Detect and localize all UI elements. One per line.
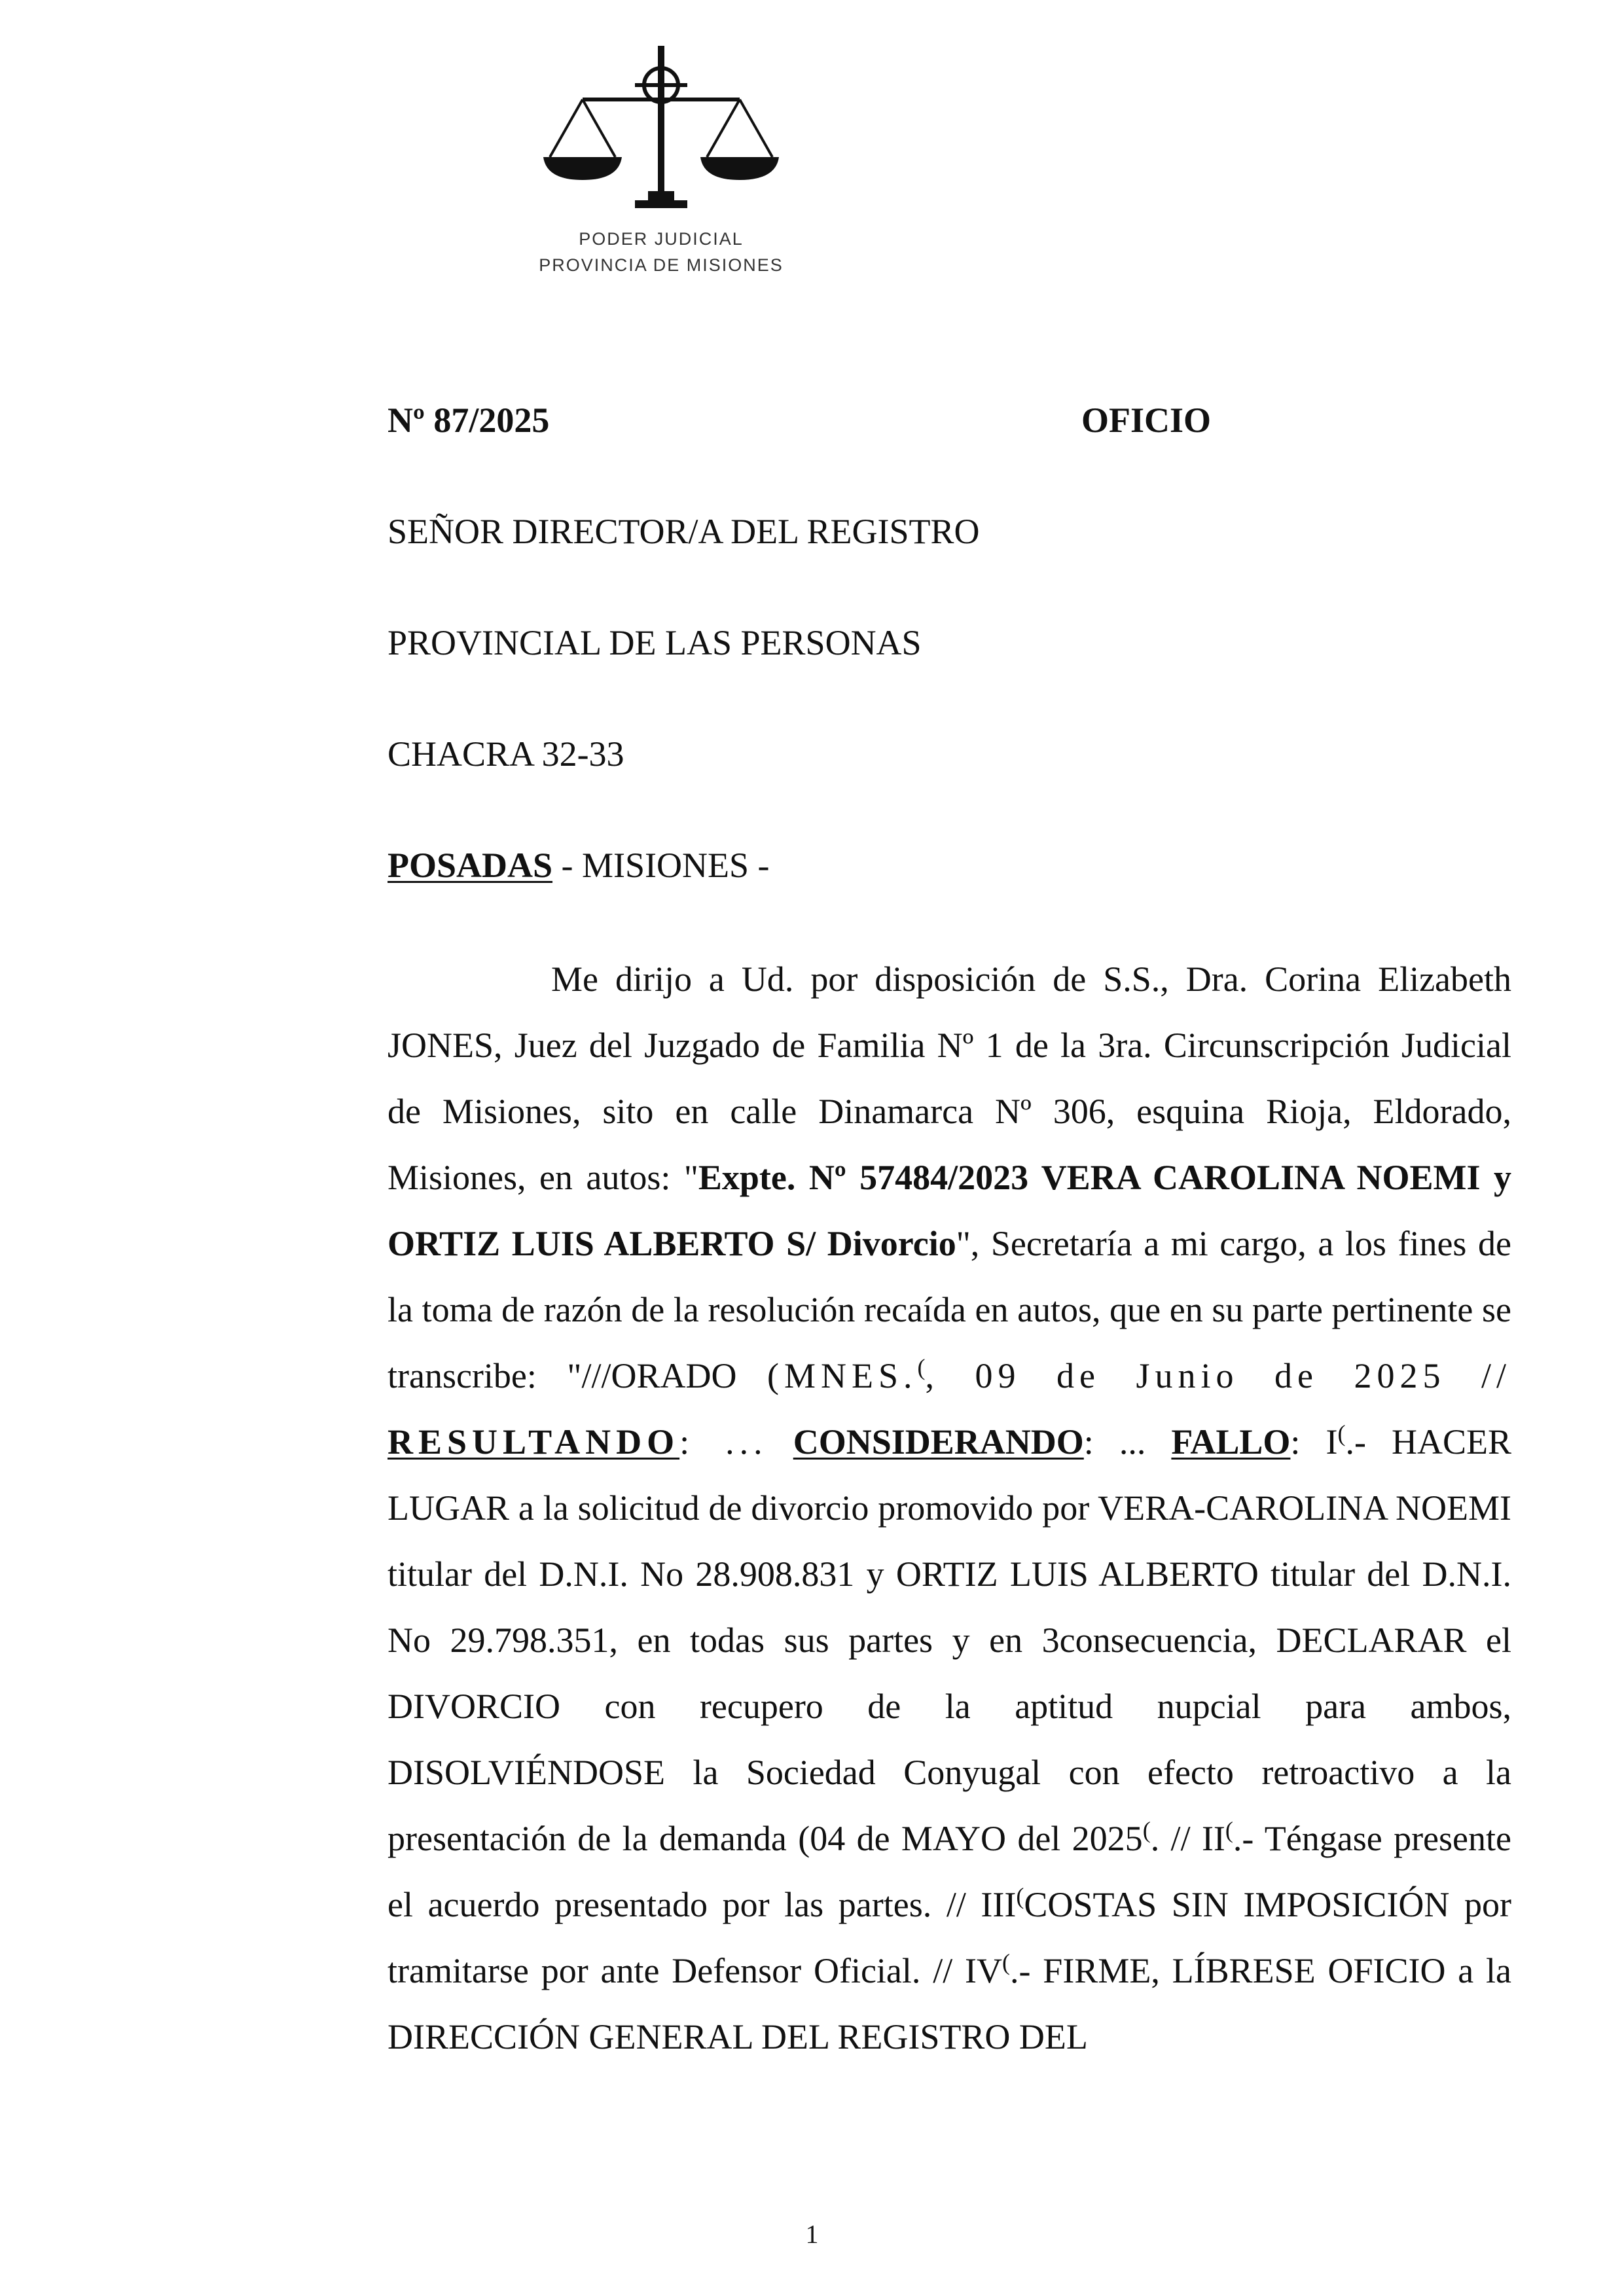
recipient-province: - MISIONES - (552, 846, 770, 885)
mark-3: ( (1142, 1817, 1151, 1843)
body-text-3: (MNES. (767, 1356, 918, 1395)
body-text-1: Me dirijo a Ud. por disposición de S.S., Dra. Corina Elizabeth JONES, Juez del Juzgado de Familia Nº 1 de la 3ra. Circunscripción Judicial de Misiones, sito en calle Dinamarca Nº 306, esquina Rioja, Eldorado, Misiones, en autos: " (388, 960, 1511, 1197)
recipient-line-3: CHACRA 32-33 (388, 734, 624, 774)
page-number: 1 (805, 2219, 819, 2249)
mark-1: ( (917, 1354, 926, 1380)
scales-of-justice-icon (537, 39, 785, 216)
mark-5: ( (1016, 1883, 1024, 1909)
body-text-5: : ... (1083, 1422, 1146, 1462)
fallo-heading: FALLO (1171, 1422, 1291, 1462)
body-text-7: .- HACER LUGAR a la solicitud de divorcio promovido por VERA-CAROLINA NOEMI titular del D.N.I. No 28.908.831 y ORTIZ LUIS ALBERTO titular del D.N.I. No 29.798.351, en todas sus partes y en 3consecuencia, DECLARAR el DIVORCIO con recupero de la aptitud nupcial para ambos, DISOLVIÉNDOSE la Sociedad Conyugal con efecto retroactivo a la presentación de la demanda (04 de MAYO del 2025 (388, 1422, 1511, 1858)
body-text-10: COSTAS SIN IMPOSICIÓN por tramitarse por ante Defensor Oficial. // IV (388, 1885, 1511, 1990)
body-text-3b: , 09 de Junio de 2025 // (925, 1356, 1512, 1395)
body-text-6: : I (1290, 1422, 1338, 1462)
logo-line-2: PROVINCIA DE MISIONES (539, 255, 784, 275)
case-reference: Expte. Nº 57484/2023 VERA CAROLINA NOEMI y ORTIZ LUIS ALBERTO S/ Divorcio (388, 1158, 1511, 1263)
body-text-9: .- Téngase presente el acuerdo presentado por las partes. // III (388, 1819, 1511, 1924)
judicial-logo (511, 39, 812, 295)
recipient-city: POSADAS (388, 846, 553, 885)
considerando-heading: CONSIDERANDO (793, 1422, 1084, 1462)
mark-6: ( (1002, 1949, 1010, 1975)
document-number: Nº 87/2025 (388, 401, 550, 440)
mark-2: ( (1337, 1420, 1346, 1446)
resultando-heading: RESULTANDO (388, 1422, 680, 1462)
recipient-line-2: PROVINCIAL DE LAS PERSONAS (388, 623, 922, 662)
document-type: OFICIO (1081, 401, 1212, 440)
body-text-11: .- FIRME, LÍBRESE OFICIO a la DIRECCIÓN GENERAL DEL REGISTRO DEL (388, 1951, 1512, 2056)
logo-line-1: PODER JUDICIAL (579, 229, 744, 249)
recipient-city-line (388, 846, 770, 885)
body-text-4: : ... (679, 1422, 768, 1462)
body-text-2: ", Secretaría a mi cargo, a los fines de la toma de razón de la resolución recaída en autos, que en su parte pertinente se transcribe: "///ORADO (388, 1224, 1511, 1395)
mark-4: ( (1225, 1817, 1233, 1843)
body-paragraph (388, 946, 1511, 2070)
body-text-8: . // II (1150, 1819, 1225, 1858)
recipient-line-1: SEÑOR DIRECTOR/A DEL REGISTRO (388, 512, 980, 551)
